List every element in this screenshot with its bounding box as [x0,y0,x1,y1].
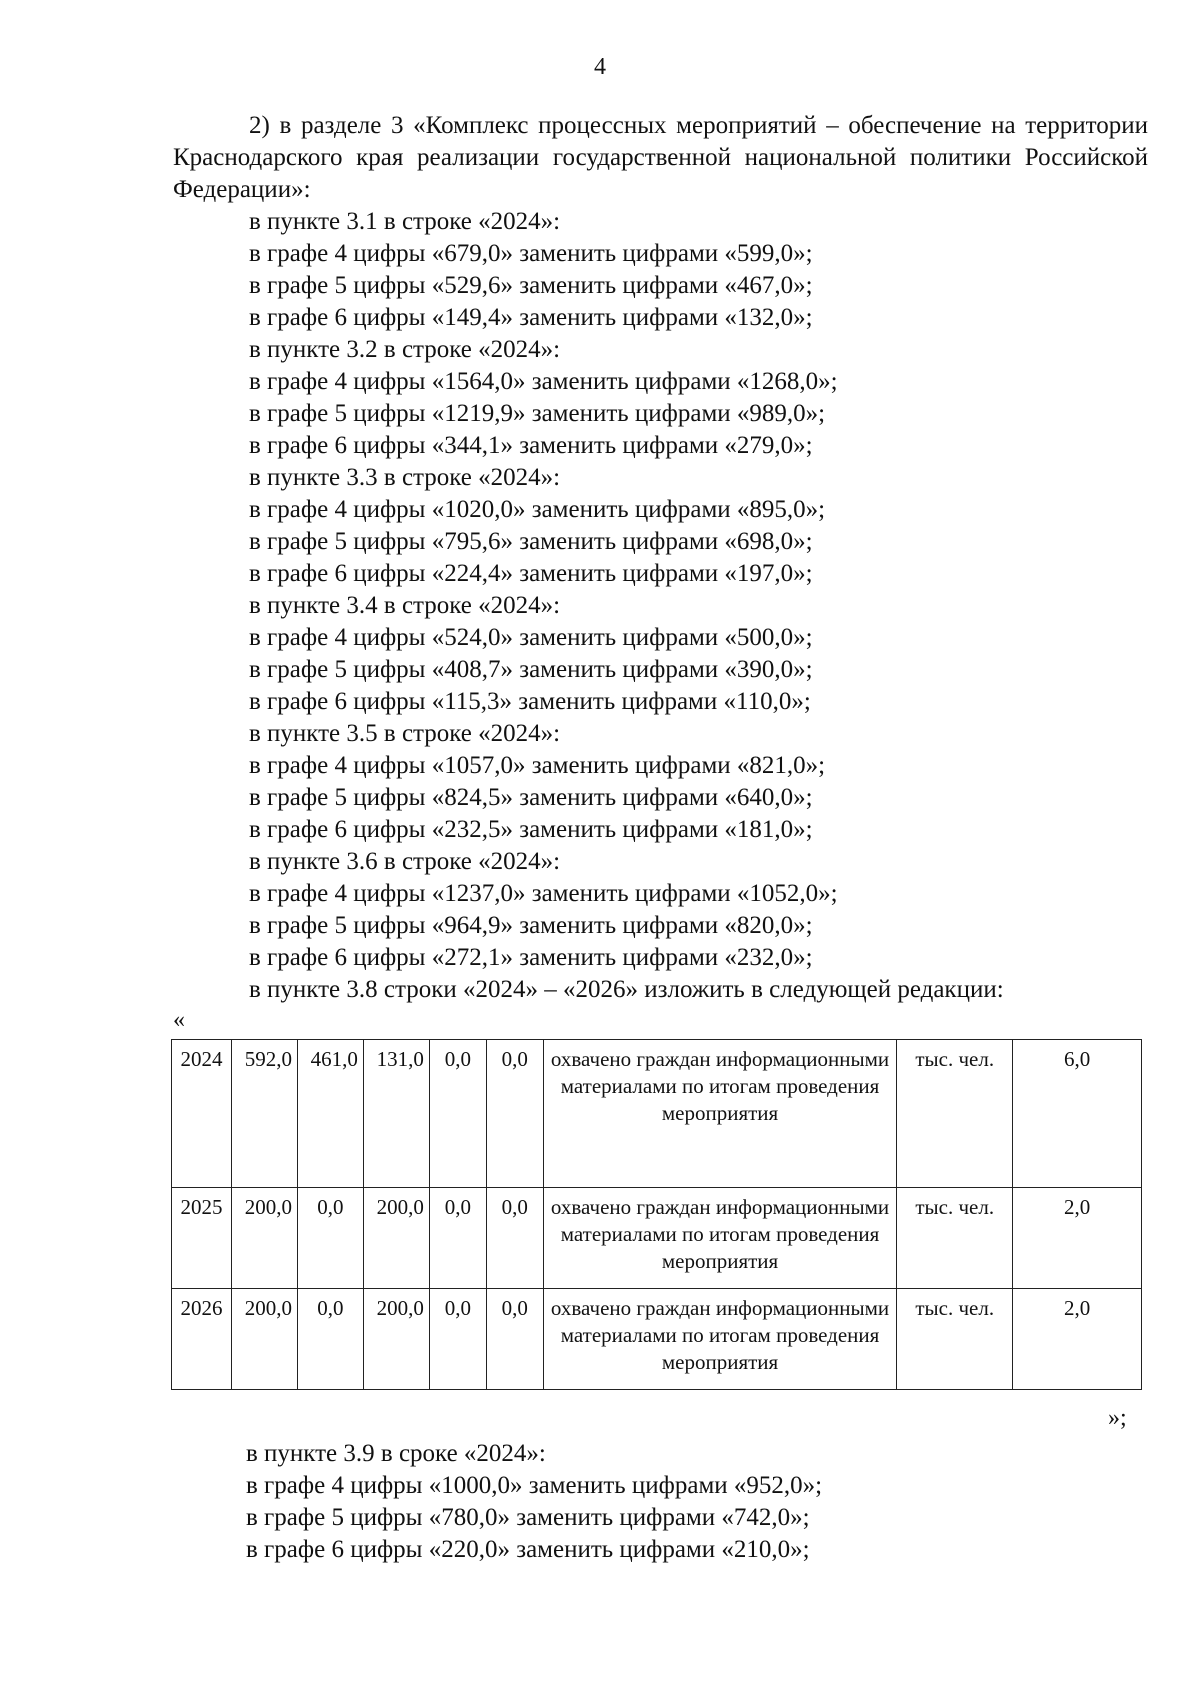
amendment-line: в графе 6 цифры «220,0» заменить цифрами «210,0»; [246,1536,810,1563]
close-quote: »; [1108,1405,1127,1431]
amendment-line: в графе 5 цифры «795,6» заменить цифрами «698,0»; [249,528,813,555]
amendment-lines [249,206,1004,1006]
table-row [172,1188,1142,1289]
amendment-line: в пункте 3.6 в строке «2024»: [249,848,561,875]
table-row [172,1040,1142,1188]
amendment-line: в графе 6 цифры «115,3» заменить цифрами «110,0»; [249,688,811,715]
amendment-table [171,1039,1142,1390]
value-cell: 461,0 [297,1040,363,1188]
amendment-line: в пункте 3.4 в строке «2024»: [249,592,561,619]
amendment-lines-after [246,1438,822,1566]
indicator-cell: охвачено граждан информационными материалами по итогам проведения мероприятия [543,1188,897,1289]
value-cell: 200,0 [231,1289,297,1390]
amendment-line: в графе 5 цифры «408,7» заменить цифрами «390,0»; [249,656,813,683]
amendment-line: в графе 6 цифры «149,4» заменить цифрами «132,0»; [249,304,813,331]
amendment-line: в графе 4 цифры «1057,0» заменить цифрами «821,0»; [249,752,826,779]
amendment-line: в графе 4 цифры «1564,0» заменить цифрами «1268,0»; [249,368,838,395]
amendment-line: в графе 4 цифры «679,0» заменить цифрами «599,0»; [249,240,813,267]
value-cell: 200,0 [363,1188,429,1289]
target-cell: 2,0 [1013,1188,1142,1289]
amendment-line: в пункте 3.2 в строке «2024»: [249,336,561,363]
amendment-line: в графе 5 цифры «529,6» заменить цифрами «467,0»; [249,272,813,299]
amendment-line: в графе 5 цифры «780,0» заменить цифрами «742,0»; [246,1504,810,1531]
amendment-line: в графе 5 цифры «1219,9» заменить цифрами «989,0»; [249,400,826,427]
amendment-line: в пункте 3.3 в строке «2024»: [249,464,561,491]
value-cell: 200,0 [363,1289,429,1390]
value-cell: 0,0 [486,1188,543,1289]
amendment-line: в графе 6 цифры «272,1» заменить цифрами «232,0»; [249,944,813,971]
value-cell: 131,0 [363,1040,429,1188]
amendment-line: в пункте 3.5 в строке «2024»: [249,720,561,747]
intro-paragraph: 2) в разделе 3 «Комплекс процессных мероприятий – обеспечение на территории Краснодарского края реализации государственной национальной политики Российской Федерации»: [173,112,1148,203]
amendment-line: в графе 6 цифры «344,1» заменить цифрами «279,0»; [249,432,813,459]
value-cell: 0,0 [429,1289,486,1390]
amendment-line: в графе 4 цифры «1237,0» заменить цифрами «1052,0»; [249,880,838,907]
value-cell: 0,0 [486,1289,543,1390]
target-cell: 2,0 [1013,1289,1142,1390]
amendment-line: в графе 4 цифры «1000,0» заменить цифрами «952,0»; [246,1472,823,1499]
value-cell: 0,0 [297,1289,363,1390]
indicator-cell: охвачено граждан информационными материалами по итогам проведения мероприятия [543,1040,897,1188]
unit-cell: тыс. чел. [897,1040,1013,1188]
amendment-line: в графе 4 цифры «1020,0» заменить цифрами «895,0»; [249,496,826,523]
year-cell: 2025 [172,1188,232,1289]
amendment-line: в графе 4 цифры «524,0» заменить цифрами «500,0»; [249,624,813,651]
amendment-line: в пункте 3.8 строки «2024» – «2026» изложить в следующей редакции: [249,976,1004,1003]
amendment-line: в пункте 3.1 в строке «2024»: [249,208,561,235]
amendment-line: в графе 6 цифры «232,5» заменить цифрами «181,0»; [249,816,813,843]
page-number: 4 [594,54,606,80]
amendment-line: в графе 6 цифры «224,4» заменить цифрами «197,0»; [249,560,813,587]
unit-cell: тыс. чел. [897,1289,1013,1390]
value-cell: 0,0 [429,1040,486,1188]
table-row [172,1289,1142,1390]
year-cell: 2024 [172,1040,232,1188]
target-cell: 6,0 [1013,1040,1142,1188]
value-cell: 592,0 [231,1040,297,1188]
value-cell: 0,0 [486,1040,543,1188]
amendment-line: в графе 5 цифры «964,9» заменить цифрами «820,0»; [249,912,813,939]
indicator-cell: охвачено граждан информационными материалами по итогам проведения мероприятия [543,1289,897,1390]
unit-cell: тыс. чел. [897,1188,1013,1289]
open-quote: « [173,1007,185,1033]
year-cell: 2026 [172,1289,232,1390]
value-cell: 0,0 [429,1188,486,1289]
value-cell: 0,0 [297,1188,363,1289]
amendment-line: в пункте 3.9 в сроке «2024»: [246,1440,546,1467]
amendment-line: в графе 5 цифры «824,5» заменить цифрами «640,0»; [249,784,813,811]
value-cell: 200,0 [231,1188,297,1289]
